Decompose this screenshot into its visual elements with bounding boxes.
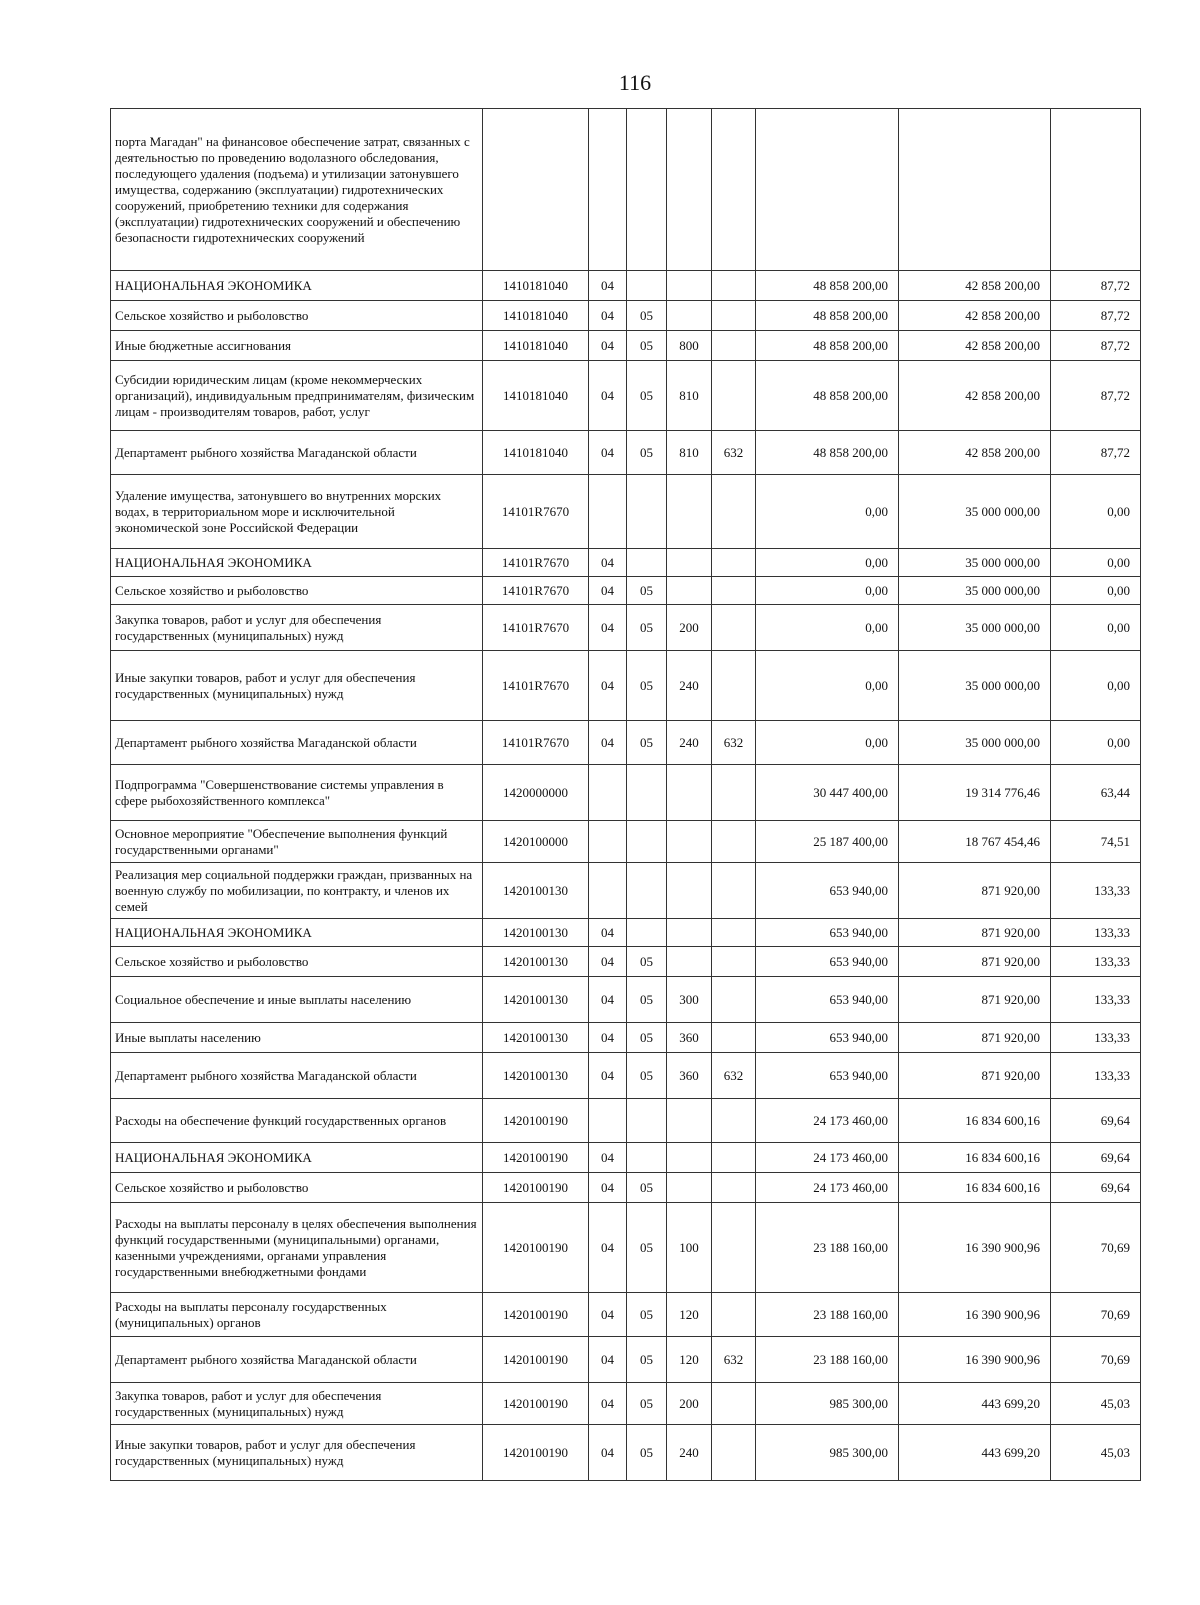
row-code-cell: 14101R7670: [483, 577, 589, 605]
table-row: [111, 475, 1141, 549]
row-section-cell: [589, 765, 627, 821]
row-subsection-cell: 05: [627, 605, 667, 651]
row-plan-cell: 653 940,00: [756, 977, 899, 1023]
row-name-cell: порта Магадан" на финансовое обеспечение затрат, связанных с деятельностью по проведению водолазного обследования, последующего удаления (подъема) и утилизации затонувшего имущества, содержанию (эксплуатации) гидротехнических сооружений, приобретению техники для содержания (эксплуатации) гидротехнических сооружений и обеспечению безопасности гидротехнических сооружений: [111, 109, 483, 271]
row-expense-type-cell: 120: [667, 1293, 712, 1337]
row-administrator-cell: [712, 977, 756, 1023]
row-section-cell: 04: [589, 1203, 627, 1293]
row-section-cell: 04: [589, 431, 627, 475]
row-percent-cell: 74,51: [1051, 821, 1141, 863]
row-plan-cell: 48 858 200,00: [756, 301, 899, 331]
row-administrator-cell: [712, 301, 756, 331]
row-code-cell: 14101R7670: [483, 651, 589, 721]
row-expense-type-cell: [667, 863, 712, 919]
row-administrator-cell: [712, 1023, 756, 1053]
row-plan-cell: 23 188 160,00: [756, 1203, 899, 1293]
row-administrator-cell: [712, 1143, 756, 1173]
row-subsection-cell: 05: [627, 1383, 667, 1425]
row-percent-cell: 87,72: [1051, 301, 1141, 331]
row-name-cell: НАЦИОНАЛЬНАЯ ЭКОНОМИКА: [111, 1143, 483, 1173]
row-section-cell: 04: [589, 577, 627, 605]
row-section-cell: 04: [589, 1425, 627, 1481]
row-code-cell: 14101R7670: [483, 721, 589, 765]
row-subsection-cell: 05: [627, 1173, 667, 1203]
row-subsection-cell: 05: [627, 1023, 667, 1053]
row-section-cell: 04: [589, 1023, 627, 1053]
row-fact-cell: 871 920,00: [899, 947, 1051, 977]
row-name-cell: НАЦИОНАЛЬНАЯ ЭКОНОМИКА: [111, 549, 483, 577]
row-percent-cell: 70,69: [1051, 1293, 1141, 1337]
row-fact-cell: 18 767 454,46: [899, 821, 1051, 863]
row-section-cell: 04: [589, 271, 627, 301]
row-fact-cell: 871 920,00: [899, 977, 1051, 1023]
row-percent-cell: 0,00: [1051, 549, 1141, 577]
row-name-cell: Иные закупки товаров, работ и услуг для обеспечения государственных (муниципальных) нужд: [111, 651, 483, 721]
row-section-cell: 04: [589, 605, 627, 651]
row-name-cell: Иные бюджетные ассигнования: [111, 331, 483, 361]
row-subsection-cell: 05: [627, 1293, 667, 1337]
row-percent-cell: 70,69: [1051, 1203, 1141, 1293]
row-plan-cell: 48 858 200,00: [756, 431, 899, 475]
row-subsection-cell: 05: [627, 431, 667, 475]
row-name-cell: Закупка товаров, работ и услуг для обеспечения государственных (муниципальных) нужд: [111, 605, 483, 651]
row-name-cell: Расходы на обеспечение функций государственных органов: [111, 1099, 483, 1143]
row-section-cell: 04: [589, 1383, 627, 1425]
row-subsection-cell: [627, 109, 667, 271]
row-percent-cell: 45,03: [1051, 1383, 1141, 1425]
row-name-cell: Департамент рыбного хозяйства Магаданской области: [111, 1337, 483, 1383]
row-administrator-cell: [712, 331, 756, 361]
row-code-cell: 1410181040: [483, 331, 589, 361]
row-name-cell: Удаление имущества, затонувшего во внутренних морских водах, в территориальном море и исключительной экономической зоне Российской Федерации: [111, 475, 483, 549]
row-expense-type-cell: [667, 1173, 712, 1203]
row-section-cell: 04: [589, 651, 627, 721]
row-expense-type-cell: 100: [667, 1203, 712, 1293]
table-row: [111, 1203, 1141, 1293]
row-code-cell: 1420100130: [483, 947, 589, 977]
row-percent-cell: 63,44: [1051, 765, 1141, 821]
row-expense-type-cell: 300: [667, 977, 712, 1023]
row-fact-cell: 16 390 900,96: [899, 1293, 1051, 1337]
row-expense-type-cell: 360: [667, 1023, 712, 1053]
row-name-cell: Иные закупки товаров, работ и услуг для обеспечения государственных (муниципальных) нужд: [111, 1425, 483, 1481]
row-name-cell: Сельское хозяйство и рыболовство: [111, 577, 483, 605]
row-fact-cell: 16 834 600,16: [899, 1143, 1051, 1173]
row-expense-type-cell: 360: [667, 1053, 712, 1099]
budget-table: [110, 108, 1141, 1481]
row-fact-cell: 35 000 000,00: [899, 577, 1051, 605]
table-row: [111, 977, 1141, 1023]
row-code-cell: 1420100190: [483, 1425, 589, 1481]
row-expense-type-cell: [667, 1143, 712, 1173]
row-code-cell: 1420100190: [483, 1143, 589, 1173]
row-plan-cell: 0,00: [756, 475, 899, 549]
row-subsection-cell: [627, 765, 667, 821]
row-name-cell: Сельское хозяйство и рыболовство: [111, 947, 483, 977]
row-administrator-cell: [712, 1099, 756, 1143]
row-name-cell: Субсидии юридическим лицам (кроме некоммерческих организаций), индивидуальным предпринимателям, физическим лицам - производителям товаров, работ, услуг: [111, 361, 483, 431]
table-row: [111, 1099, 1141, 1143]
row-code-cell: 1420100000: [483, 821, 589, 863]
row-code-cell: 1420100130: [483, 863, 589, 919]
row-code-cell: 1420100190: [483, 1173, 589, 1203]
row-section-cell: 04: [589, 1143, 627, 1173]
row-fact-cell: [899, 109, 1051, 271]
row-administrator-cell: [712, 821, 756, 863]
row-plan-cell: 25 187 400,00: [756, 821, 899, 863]
row-code-cell: 1420100190: [483, 1203, 589, 1293]
row-section-cell: 04: [589, 331, 627, 361]
row-plan-cell: [756, 109, 899, 271]
row-percent-cell: 87,72: [1051, 431, 1141, 475]
row-expense-type-cell: [667, 947, 712, 977]
table-row: [111, 605, 1141, 651]
row-subsection-cell: [627, 549, 667, 577]
table-row: [111, 1143, 1141, 1173]
row-administrator-cell: [712, 1293, 756, 1337]
row-code-cell: 1420100130: [483, 919, 589, 947]
row-fact-cell: 35 000 000,00: [899, 721, 1051, 765]
row-fact-cell: 16 390 900,96: [899, 1337, 1051, 1383]
row-fact-cell: 42 858 200,00: [899, 271, 1051, 301]
row-plan-cell: 24 173 460,00: [756, 1143, 899, 1173]
row-percent-cell: 87,72: [1051, 331, 1141, 361]
row-subsection-cell: 05: [627, 577, 667, 605]
row-administrator-cell: [712, 475, 756, 549]
row-plan-cell: 24 173 460,00: [756, 1173, 899, 1203]
row-fact-cell: 871 920,00: [899, 863, 1051, 919]
table-row: [111, 863, 1141, 919]
row-subsection-cell: 05: [627, 1425, 667, 1481]
row-section-cell: 04: [589, 301, 627, 331]
row-expense-type-cell: 200: [667, 1383, 712, 1425]
row-subsection-cell: [627, 1099, 667, 1143]
table-row: [111, 331, 1141, 361]
row-section-cell: [589, 1099, 627, 1143]
row-expense-type-cell: [667, 919, 712, 947]
row-administrator-cell: [712, 549, 756, 577]
row-plan-cell: 48 858 200,00: [756, 361, 899, 431]
row-plan-cell: 0,00: [756, 605, 899, 651]
row-code-cell: 14101R7670: [483, 549, 589, 577]
row-plan-cell: 985 300,00: [756, 1425, 899, 1481]
row-fact-cell: 35 000 000,00: [899, 549, 1051, 577]
row-fact-cell: 35 000 000,00: [899, 475, 1051, 549]
row-code-cell: 1420100130: [483, 1023, 589, 1053]
row-percent-cell: 133,33: [1051, 863, 1141, 919]
row-code-cell: 1420100190: [483, 1099, 589, 1143]
row-name-cell: Департамент рыбного хозяйства Магаданской области: [111, 1053, 483, 1099]
row-subsection-cell: 05: [627, 977, 667, 1023]
row-section-cell: 04: [589, 549, 627, 577]
row-code-cell: 14101R7670: [483, 605, 589, 651]
row-expense-type-cell: [667, 577, 712, 605]
row-code-cell: 1420100190: [483, 1337, 589, 1383]
row-subsection-cell: [627, 1143, 667, 1173]
row-administrator-cell: [712, 1203, 756, 1293]
row-expense-type-cell: [667, 821, 712, 863]
row-percent-cell: 133,33: [1051, 1053, 1141, 1099]
row-administrator-cell: [712, 651, 756, 721]
row-code-cell: 1410181040: [483, 301, 589, 331]
row-subsection-cell: [627, 821, 667, 863]
row-plan-cell: 23 188 160,00: [756, 1293, 899, 1337]
row-fact-cell: 16 390 900,96: [899, 1203, 1051, 1293]
row-percent-cell: 133,33: [1051, 919, 1141, 947]
row-code-cell: 1420100190: [483, 1383, 589, 1425]
row-name-cell: НАЦИОНАЛЬНАЯ ЭКОНОМИКА: [111, 271, 483, 301]
row-code-cell: 1410181040: [483, 431, 589, 475]
row-section-cell: 04: [589, 1293, 627, 1337]
table-row: [111, 1383, 1141, 1425]
row-plan-cell: 653 940,00: [756, 919, 899, 947]
row-section-cell: 04: [589, 947, 627, 977]
row-percent-cell: 69,64: [1051, 1143, 1141, 1173]
row-expense-type-cell: [667, 271, 712, 301]
row-expense-type-cell: [667, 765, 712, 821]
table-row: [111, 1053, 1141, 1099]
row-name-cell: Реализация мер социальной поддержки граждан, призванных на военную службу по мобилизации, по контракту, и членов их семей: [111, 863, 483, 919]
row-code-cell: 1420100130: [483, 977, 589, 1023]
row-plan-cell: 653 940,00: [756, 863, 899, 919]
row-section-cell: [589, 475, 627, 549]
table-row: [111, 549, 1141, 577]
row-expense-type-cell: 810: [667, 361, 712, 431]
row-expense-type-cell: [667, 301, 712, 331]
row-percent-cell: 0,00: [1051, 475, 1141, 549]
row-fact-cell: 16 834 600,16: [899, 1173, 1051, 1203]
row-percent-cell: 70,69: [1051, 1337, 1141, 1383]
row-percent-cell: [1051, 109, 1141, 271]
row-code-cell: 1410181040: [483, 271, 589, 301]
row-fact-cell: 42 858 200,00: [899, 361, 1051, 431]
row-subsection-cell: [627, 271, 667, 301]
row-fact-cell: 35 000 000,00: [899, 651, 1051, 721]
row-administrator-cell: 632: [712, 1053, 756, 1099]
row-name-cell: Иные выплаты населению: [111, 1023, 483, 1053]
row-section-cell: [589, 821, 627, 863]
row-section-cell: [589, 863, 627, 919]
row-percent-cell: 0,00: [1051, 651, 1141, 721]
row-percent-cell: 133,33: [1051, 1023, 1141, 1053]
row-section-cell: 04: [589, 361, 627, 431]
row-plan-cell: 30 447 400,00: [756, 765, 899, 821]
row-percent-cell: 69,64: [1051, 1099, 1141, 1143]
table-row: [111, 1173, 1141, 1203]
row-expense-type-cell: 240: [667, 651, 712, 721]
row-subsection-cell: [627, 919, 667, 947]
table-row: [111, 1293, 1141, 1337]
table-row: [111, 1425, 1141, 1481]
row-percent-cell: 69,64: [1051, 1173, 1141, 1203]
row-administrator-cell: [712, 919, 756, 947]
row-percent-cell: 45,03: [1051, 1425, 1141, 1481]
row-code-cell: 14101R7670: [483, 475, 589, 549]
row-percent-cell: 87,72: [1051, 361, 1141, 431]
table-row: [111, 577, 1141, 605]
row-name-cell: НАЦИОНАЛЬНАЯ ЭКОНОМИКА: [111, 919, 483, 947]
table-row: [111, 301, 1141, 331]
row-subsection-cell: 05: [627, 721, 667, 765]
row-section-cell: 04: [589, 721, 627, 765]
row-name-cell: Подпрограмма "Совершенствование системы управления в сфере рыбохозяйственного комплекса": [111, 765, 483, 821]
row-plan-cell: 653 940,00: [756, 947, 899, 977]
row-name-cell: Расходы на выплаты персоналу в целях обеспечения выполнения функций государственными (муниципальными) органами, казенными учреждениями, органами управления государственными внебюджетными фондами: [111, 1203, 483, 1293]
page-number: 116: [618, 70, 652, 95]
table-row: [111, 721, 1141, 765]
row-name-cell: Закупка товаров, работ и услуг для обеспечения государственных (муниципальных) нужд: [111, 1383, 483, 1425]
row-administrator-cell: [712, 1173, 756, 1203]
row-percent-cell: 0,00: [1051, 605, 1141, 651]
table-row: [111, 271, 1141, 301]
row-name-cell: Расходы на выплаты персоналу государственных (муниципальных) органов: [111, 1293, 483, 1337]
table-row: [111, 361, 1141, 431]
row-subsection-cell: 05: [627, 301, 667, 331]
row-name-cell: Основное мероприятие "Обеспечение выполнения функций государственными органами": [111, 821, 483, 863]
row-name-cell: Сельское хозяйство и рыболовство: [111, 301, 483, 331]
row-name-cell: Сельское хозяйство и рыболовство: [111, 1173, 483, 1203]
table-row: [111, 1337, 1141, 1383]
row-fact-cell: 443 699,20: [899, 1383, 1051, 1425]
row-administrator-cell: 632: [712, 1337, 756, 1383]
row-code-cell: 1420100130: [483, 1053, 589, 1099]
row-fact-cell: 443 699,20: [899, 1425, 1051, 1481]
row-subsection-cell: 05: [627, 1203, 667, 1293]
row-name-cell: Департамент рыбного хозяйства Магаданской области: [111, 721, 483, 765]
row-fact-cell: 42 858 200,00: [899, 331, 1051, 361]
row-administrator-cell: [712, 361, 756, 431]
row-fact-cell: 35 000 000,00: [899, 605, 1051, 651]
row-administrator-cell: [712, 863, 756, 919]
row-percent-cell: 87,72: [1051, 271, 1141, 301]
row-subsection-cell: 05: [627, 331, 667, 361]
row-percent-cell: 0,00: [1051, 721, 1141, 765]
row-plan-cell: 0,00: [756, 549, 899, 577]
row-plan-cell: 48 858 200,00: [756, 271, 899, 301]
row-section-cell: 04: [589, 1173, 627, 1203]
table-row: [111, 431, 1141, 475]
row-percent-cell: 0,00: [1051, 577, 1141, 605]
row-fact-cell: 16 834 600,16: [899, 1099, 1051, 1143]
row-expense-type-cell: 200: [667, 605, 712, 651]
table-row: [111, 919, 1141, 947]
row-section-cell: [589, 109, 627, 271]
table-body: [111, 109, 1141, 1481]
row-administrator-cell: [712, 271, 756, 301]
row-code-cell: 1410181040: [483, 361, 589, 431]
row-administrator-cell: 632: [712, 721, 756, 765]
row-plan-cell: 985 300,00: [756, 1383, 899, 1425]
row-administrator-cell: 632: [712, 431, 756, 475]
row-subsection-cell: [627, 475, 667, 549]
table-row: [111, 1023, 1141, 1053]
row-administrator-cell: [712, 577, 756, 605]
row-subsection-cell: 05: [627, 1337, 667, 1383]
row-expense-type-cell: [667, 475, 712, 549]
row-code-cell: 1420000000: [483, 765, 589, 821]
row-subsection-cell: [627, 863, 667, 919]
row-name-cell: Социальное обеспечение и иные выплаты населению: [111, 977, 483, 1023]
row-administrator-cell: [712, 109, 756, 271]
row-expense-type-cell: [667, 1099, 712, 1143]
row-subsection-cell: 05: [627, 651, 667, 721]
row-expense-type-cell: 800: [667, 331, 712, 361]
row-fact-cell: 871 920,00: [899, 1023, 1051, 1053]
row-expense-type-cell: 240: [667, 721, 712, 765]
row-expense-type-cell: [667, 549, 712, 577]
row-section-cell: 04: [589, 919, 627, 947]
row-administrator-cell: [712, 1383, 756, 1425]
row-name-cell: Департамент рыбного хозяйства Магаданской области: [111, 431, 483, 475]
row-subsection-cell: 05: [627, 947, 667, 977]
row-administrator-cell: [712, 947, 756, 977]
row-plan-cell: 24 173 460,00: [756, 1099, 899, 1143]
table-row: [111, 947, 1141, 977]
row-plan-cell: 653 940,00: [756, 1023, 899, 1053]
row-subsection-cell: 05: [627, 361, 667, 431]
row-administrator-cell: [712, 1425, 756, 1481]
row-plan-cell: 653 940,00: [756, 1053, 899, 1099]
row-section-cell: 04: [589, 1053, 627, 1099]
row-expense-type-cell: 120: [667, 1337, 712, 1383]
row-code-cell: [483, 109, 589, 271]
row-administrator-cell: [712, 605, 756, 651]
row-section-cell: 04: [589, 1337, 627, 1383]
row-code-cell: 1420100190: [483, 1293, 589, 1337]
row-expense-type-cell: 240: [667, 1425, 712, 1481]
row-administrator-cell: [712, 765, 756, 821]
row-fact-cell: 19 314 776,46: [899, 765, 1051, 821]
row-plan-cell: 0,00: [756, 651, 899, 721]
row-percent-cell: 133,33: [1051, 977, 1141, 1023]
row-plan-cell: 0,00: [756, 721, 899, 765]
row-plan-cell: 0,00: [756, 577, 899, 605]
row-plan-cell: 48 858 200,00: [756, 331, 899, 361]
row-fact-cell: 42 858 200,00: [899, 301, 1051, 331]
table-row: [111, 109, 1141, 271]
row-plan-cell: 23 188 160,00: [756, 1337, 899, 1383]
row-expense-type-cell: 810: [667, 431, 712, 475]
table-row: [111, 765, 1141, 821]
row-fact-cell: 871 920,00: [899, 919, 1051, 947]
row-expense-type-cell: [667, 109, 712, 271]
row-percent-cell: 133,33: [1051, 947, 1141, 977]
table-row: [111, 651, 1141, 721]
row-fact-cell: 871 920,00: [899, 1053, 1051, 1099]
row-fact-cell: 42 858 200,00: [899, 431, 1051, 475]
row-subsection-cell: 05: [627, 1053, 667, 1099]
table-row: [111, 821, 1141, 863]
row-section-cell: 04: [589, 977, 627, 1023]
